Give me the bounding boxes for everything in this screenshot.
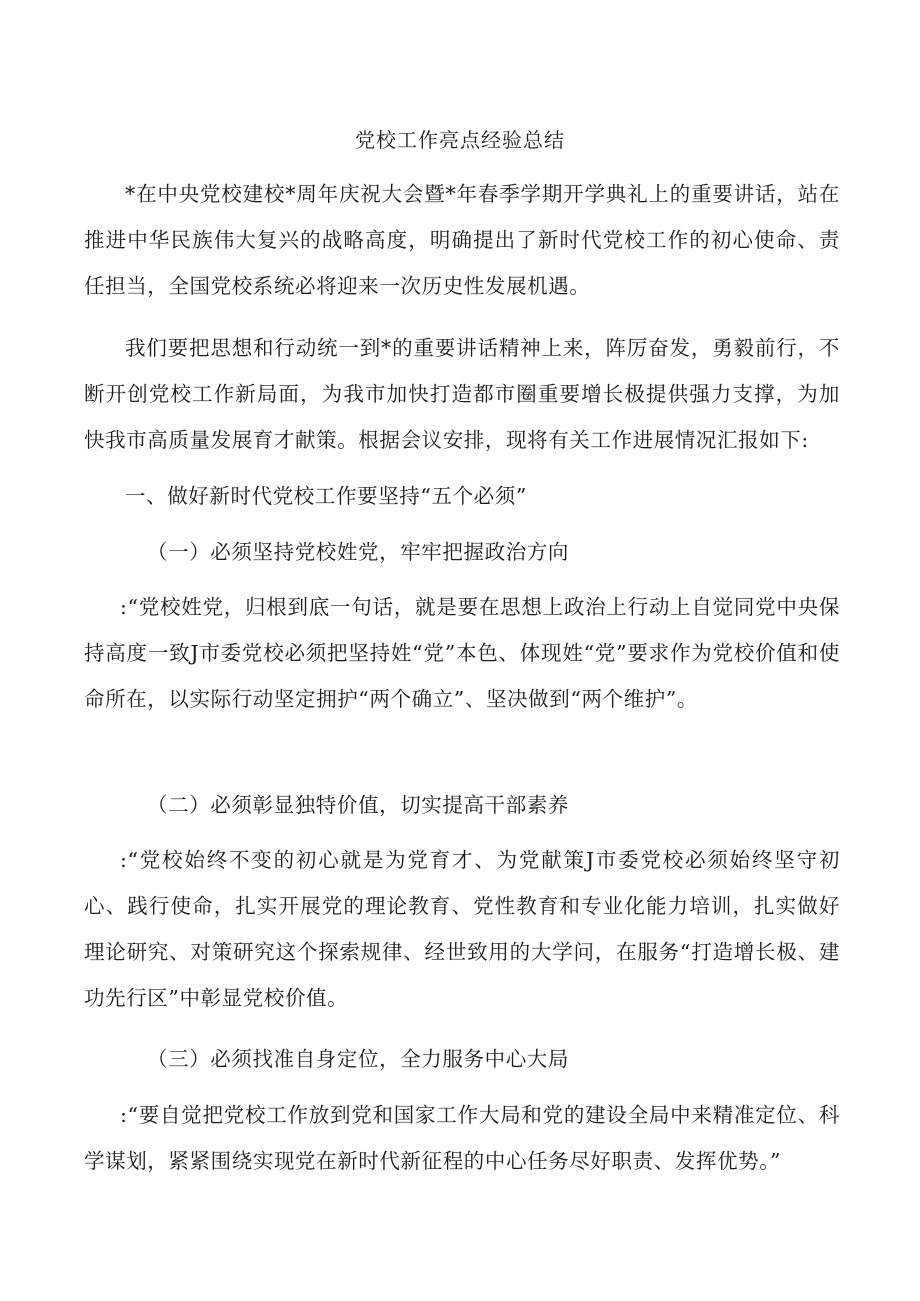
paragraph-intro: *在中央党校建校*周年庆祝大会暨*年春季学期开学典礼上的重要讲话，站在推进中华民族伟大复兴的战略高度，明确提出了新时代党校工作的初心使命、责任担当，全国党校系统必将迎来一次历史性发展机遇。	[84, 182, 840, 298]
document-title: 党校工作亮点经验总结	[355, 128, 565, 152]
subsection-body-1: :“党校姓党，归根到底一句话，就是要在思想上政治上行动上自觉同党中央保持高度一致J市委党校必须把坚持姓“党”本色、体现姓“党”要求作为党校价值和使命所在，以实际行动坚定拥护“两个确立”、坚决做到“两个维护”。	[84, 595, 840, 711]
subsection-heading-3: （三）必须找准自身定位，全力服务中心大局	[147, 1047, 569, 1071]
subsection-body-3: :“要自觉把党校工作放到党和国家工作大局和党的建设全局中来精准定位、科学谋划，紧紧围绕实现党在新时代新征程的中心任务尽好职责、发挥优势。”	[84, 1103, 840, 1173]
subsection-heading-1: （一）必须坚持党校姓党，牢牢把握政治方向	[147, 540, 569, 564]
subsection-heading-2: （二）必须彰显独特价值，切实提高干部素养	[147, 793, 569, 817]
section-heading-1: 一、做好新时代党校工作要坚持“五个必须”	[125, 484, 527, 508]
paragraph-resolution: 我们要把思想和行动统一到*的重要讲话精神上来，阵厉奋发，勇毅前行，不断开创党校工作新局面，为我市加快打造都市圈重要增长极提供强力支撑，为加快我市高质量发展育才献策。根据会议安排，现将有关工作进展情况汇报如下:	[84, 336, 840, 452]
subsection-body-2: :“党校始终不变的初心就是为党育才、为党献策J市委党校必须始终坚守初心、践行使命，扎实开展党的理论教育、党性教育和专业化能力培训，扎实做好理论研究、对策研究这个探索规律、经世致用的大学问，在服务“打造增长极、建功先行区”中彰显党校价值。	[84, 848, 840, 1010]
